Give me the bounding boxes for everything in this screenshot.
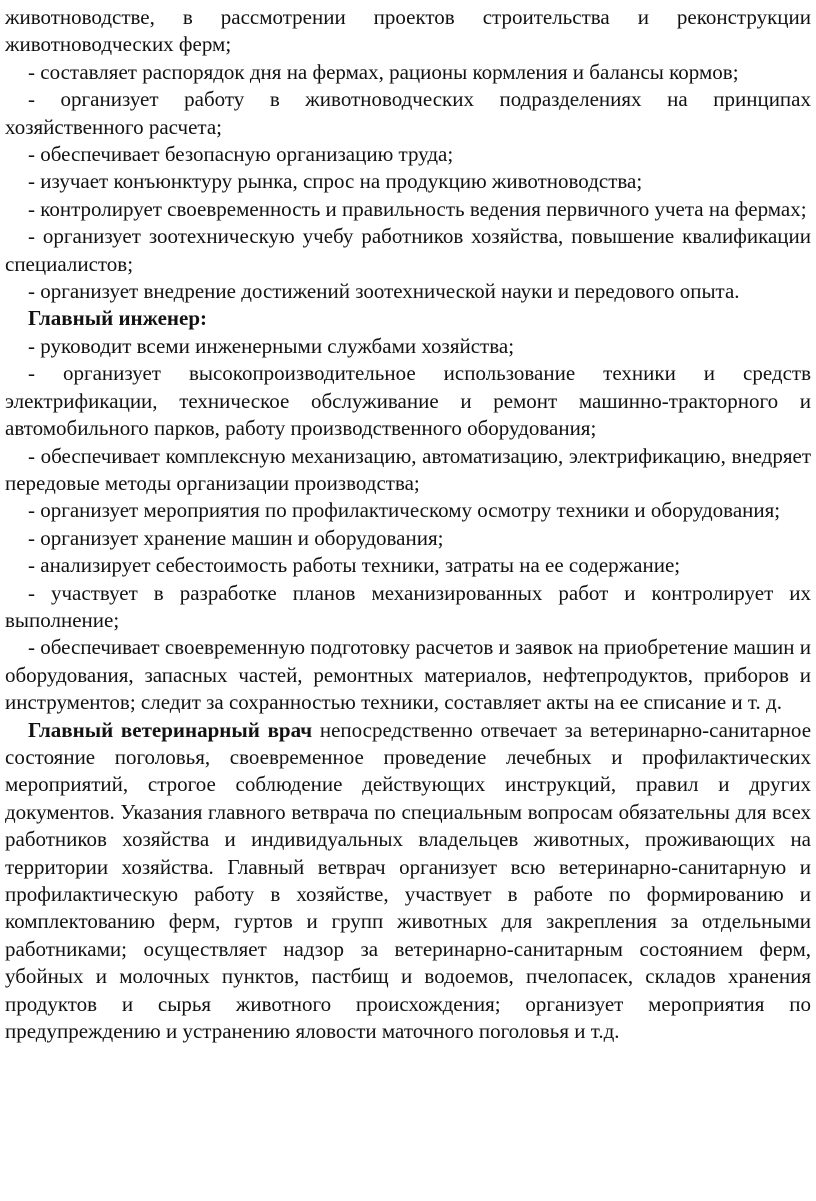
list-item-work-plans: - участвует в разработке планов механизированных работ и контролирует их выполнение; [5,580,811,632]
list-item-training: - организует зоотехническую учебу работников хозяйства, повышение квалификации специалистов; [5,224,811,276]
chief-veterinarian-lead: Главный ветеринарный врач [28,717,313,742]
list-item-equipment-use: - организует высокопроизводительное использование техники и средств электрификации, техническое обслуживание и ремонт машинно-тракторного и автомобильного парков, работу производственного оборудования; [5,361,811,441]
list-item-storage: - организует хранение машин и оборудования; [28,525,444,550]
paragraph-livestock-continued: животноводстве, в рассмотрении проектов строительства и реконструкции животноводческих ферм; [5,5,811,57]
list-item-engineering-services: - руководит всеми инженерными службами хозяйства; [28,333,515,358]
list-item-market-study: - изучает конъюнктуру рынка, спрос на продукцию животноводства; [28,169,643,194]
list-item-safety: - обеспечивает безопасную организацию труда; [28,142,454,167]
list-item-science-adoption: - организует внедрение достижений зоотехнической науки и передового опыта. [28,279,740,304]
chief-veterinarian-text: непосредственно отвечает за ветеринарно-санитарное состояние поголовья, своевременное проведение лечебных и профилактических мероприятий, строгое соблюдение действующих инструкций, правил и других документов. Указания главного ветврача по специальным вопросам обязательны для всех работников хозяйства и индивидуальных владельцев животных, проживающих на территории хозяйства. Главный ветврач организует всю ветеринарно-санитарную и профилактическую работу в хозяйстве, участвует в работе по формированию и комплектованию ферм, гуртов и групп животных для закрепления за отдельными работниками; осуществляет надзор за ветеринарно-санитарным состоянием ферм, убойных и молочных пунктов, пастбищ и водоемов, пчелопасек, складов хранения продуктов и сырья животного происхождения; организует мероприятия по предупреждению и устранению яловости маточного поголовья и т.д. [5,717,812,1044]
list-item-mechanization: - обеспечивает комплексную механизацию, автоматизацию, электрификацию, внедряет передовые методы организации производства; [5,443,811,495]
list-item-inspection: - организует мероприятия по профилактическому осмотру техники и оборудования; [28,498,781,523]
list-item-cost-analysis: - анализирует себестоимость работы техники, затраты на ее содержание; [28,553,681,578]
list-item-primary-accounting: - контролирует своевременность и правильность ведения первичного учета на фермах; [28,196,807,221]
list-item-procurement: - обеспечивает своевременную подготовку расчетов и заявок на приобретение машин и оборудования, запасных частей, ремонтных материалов, нефтепродуктов, приборов и инструментов; следит за сохранностью техники, составляет акты на ее списание и т. д. [5,635,811,715]
list-item-daily-routine: - составляет распорядок дня на фермах, рационы кормления и балансы кормов; [28,59,739,84]
paragraph-chief-veterinarian [5,717,811,1046]
list-item-cost-accounting: - организует работу в животноводческих подразделениях на принципах хозяйственного расчета; [5,87,811,139]
section-heading-chief-engineer: Главный инженер: [28,306,208,331]
